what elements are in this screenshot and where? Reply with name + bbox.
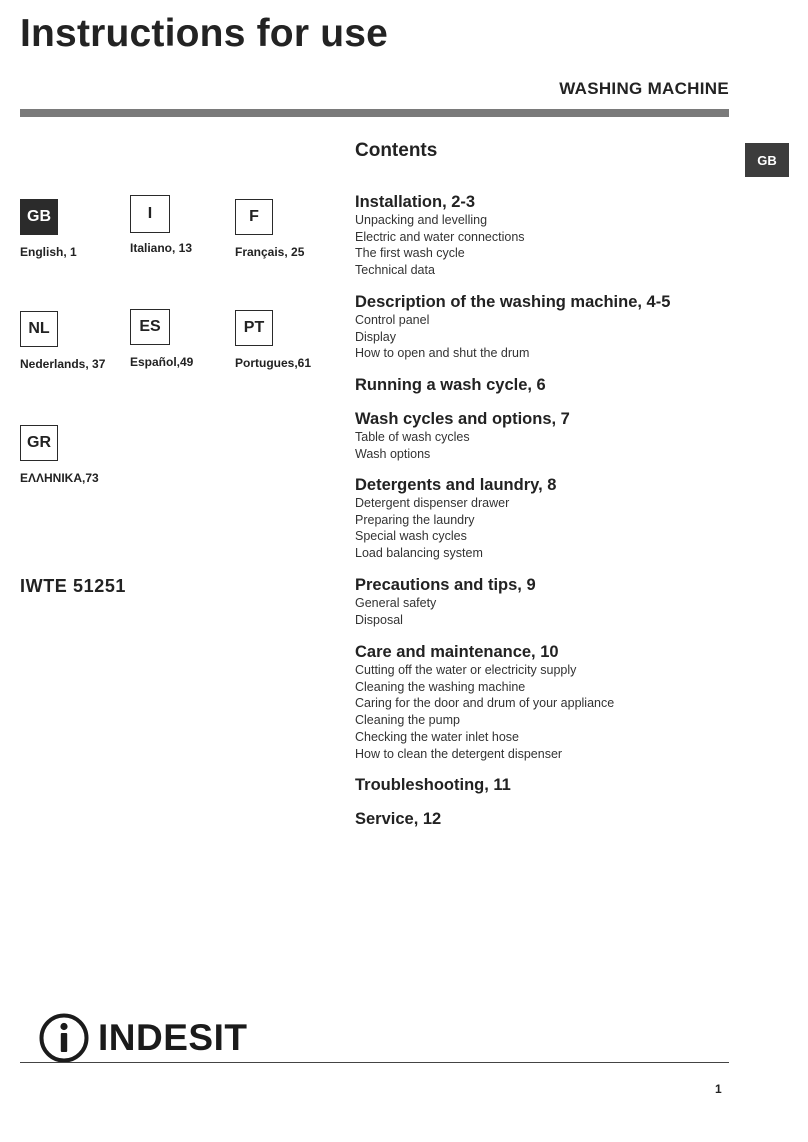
- language-f[interactable]: [235, 199, 304, 259]
- toc-item: General safety: [355, 596, 437, 610]
- toc-item: Disposal: [355, 612, 403, 627]
- language-code-box: GR: [20, 425, 58, 461]
- toc-item: Load balancing system: [355, 546, 483, 561]
- brand-wordmark: INDESIT: [98, 1017, 248, 1058]
- language-gb[interactable]: [20, 199, 77, 259]
- language-label: Español,49: [130, 355, 194, 369]
- toc-section-heading: Care and maintenance, 10: [355, 643, 559, 661]
- toc-item: Wash options: [355, 446, 431, 461]
- contents-heading: Contents: [355, 140, 438, 161]
- toc-item: Control panel: [355, 313, 430, 327]
- toc-section-wash-cycles: [355, 409, 735, 462]
- language-es[interactable]: [130, 309, 193, 369]
- footer-divider: [20, 1062, 729, 1063]
- toc-section-heading: Wash cycles and options, 7: [355, 410, 570, 428]
- language-code-box: F: [235, 199, 273, 235]
- toc-section-heading: Service, 12: [355, 810, 442, 828]
- toc-item: Technical data: [355, 263, 435, 278]
- language-code-box: PT: [235, 310, 273, 346]
- toc-item: Electric and water connections: [355, 229, 525, 244]
- toc-item: Checking the water inlet hose: [355, 729, 519, 744]
- language-label: Italiano, 13: [130, 241, 193, 255]
- toc-item: Detergent dispenser drawer: [355, 496, 510, 510]
- indesit-logo-icon: [38, 1012, 90, 1064]
- toc-item: The first wash cycle: [355, 246, 465, 261]
- toc-item: How to clean the detergent dispenser: [355, 746, 563, 761]
- toc-section-heading: Precautions and tips, 9: [355, 576, 536, 594]
- toc-item: Unpacking and levelling: [355, 213, 488, 227]
- indesit-logo: [38, 1012, 247, 1064]
- toc-section-heading: Running a wash cycle, 6: [355, 376, 546, 394]
- language-code-box: ES: [130, 309, 170, 345]
- toc-item: Special wash cycles: [355, 529, 467, 544]
- toc-item: How to open and shut the drum: [355, 346, 530, 361]
- toc-section-installation: [355, 192, 735, 279]
- toc-item: Cleaning the pump: [355, 713, 460, 728]
- language-i[interactable]: [130, 195, 192, 255]
- toc-section-description: [355, 292, 735, 362]
- toc-section-service: [355, 809, 735, 829]
- model-number: IWTE 51251: [20, 576, 127, 596]
- language-code-box: I: [130, 195, 170, 233]
- language-side-tab: GB: [745, 143, 789, 177]
- toc-item: Display: [355, 329, 396, 344]
- toc-section-heading: Troubleshooting, 11: [355, 776, 511, 794]
- language-label: Nederlands, 37: [20, 357, 106, 371]
- toc-item: Table of wash cycles: [355, 430, 470, 444]
- page-number: 1: [715, 1082, 722, 1096]
- language-label: Français, 25: [235, 245, 305, 259]
- language-label: Portugues,61: [235, 356, 312, 370]
- language-label: ΕΛΛΗΝΙΚΑ,73: [20, 471, 99, 485]
- toc-section-heading: Description of the washing machine, 4-5: [355, 293, 671, 311]
- toc-item: Cutting off the water or electricity supply: [355, 663, 577, 677]
- language-label: English, 1: [20, 245, 77, 259]
- toc-section-troubleshooting: [355, 775, 735, 795]
- language-nl[interactable]: [20, 311, 105, 371]
- page-title: Instructions for use: [20, 12, 389, 55]
- language-gr[interactable]: [20, 425, 99, 485]
- toc-section-detergents: [355, 475, 735, 562]
- toc-section-heading: Installation, 2-3: [355, 193, 476, 211]
- toc-section-running: [355, 375, 735, 395]
- toc-item: Preparing the laundry: [355, 512, 475, 527]
- toc-section-precautions: [355, 575, 735, 628]
- product-type-heading: WASHING MACHINE: [559, 79, 729, 98]
- toc-item: Cleaning the washing machine: [355, 679, 526, 694]
- language-pt[interactable]: [235, 310, 311, 370]
- toc-item: Caring for the door and drum of your appliance: [355, 696, 615, 711]
- header-divider: [20, 109, 729, 117]
- language-code-box: GB: [20, 199, 58, 235]
- toc-section-care: [355, 642, 735, 762]
- toc-section-heading: Detergents and laundry, 8: [355, 476, 557, 494]
- language-code-box: NL: [20, 311, 58, 347]
